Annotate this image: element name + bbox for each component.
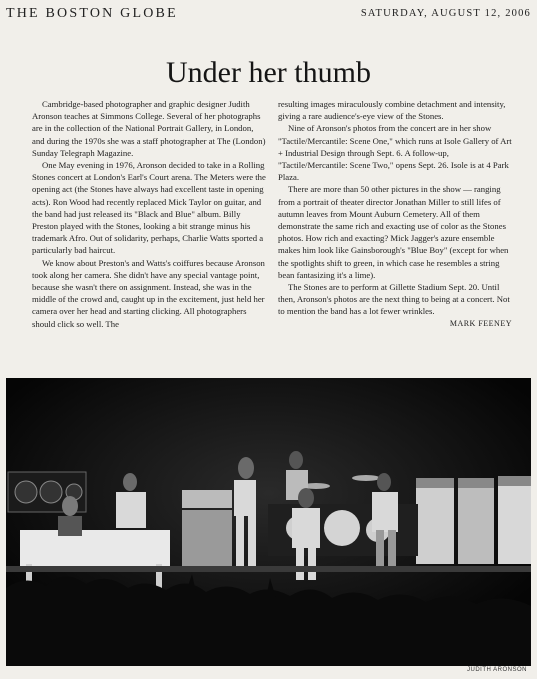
newspaper-name: THE BOSTON GLOBE (6, 6, 178, 21)
article-column-left (32, 98, 266, 330)
article-column-right (278, 98, 512, 330)
concert-photo (6, 378, 531, 666)
article-paragraph: One May evening in 1976, Aronson decided to take in a Rolling Stones concert at London's Earl's Court arena. The Meters were the opening act (the Stones have always had excellent taste in opening acts). Ron Wood had recently replaced Mick Taylor on guitar, and the band had just released its "Black and Blue" album. Billy Preston played with the Stones, looking a bit strange minus his trademark Afro. Out of solidarity, perhaps, Charlie Watts sported a particularly bad haircut. (32, 160, 266, 256)
author-byline: MARK FEENEY (449, 318, 512, 328)
masthead (0, 0, 537, 30)
concert-stage-illustration (6, 378, 531, 666)
article-paragraph: Cambridge-based photographer and graphic designer Judith Aronson teaches at Simmons College. Several of her photographs are in the collection of the National Portrait Gallery, in London, and during the 1970s she was a staff photographer at The (London) Sunday Telegraph Magazine. (32, 99, 266, 158)
article-paragraph: We know about Preston's and Watts's coiffures because Aronson took along her camera. She didn't have any special vantage point, because she wasn't there on assignment. Instead, she was in the middle of the crowd and, caught up in the excitement, just held her camera over her head and starting clicking. All photographers should click so well. The (32, 257, 265, 329)
article-paragraph: Nine of Aronson's photos from the concert are in her show "Tactile/Mercantile: Scene One," which runs at Isole Gallery of Art + Industrial Design through Sept. 6. A follow-up, "Tactile/Mercantile: Scene Two," opens Sept. 26. Isole is at 4 Park Plaza. (278, 123, 512, 183)
issue-date: SATURDAY, AUGUST 12, 2006 (360, 8, 531, 19)
article-headline: Under her thumb (166, 56, 371, 89)
article-paragraph: There are more than 50 other pictures in the show — ranging from a portrait of theater director Jonathan Miller to still lifes of autumn leaves from Mount Auburn Cemetery. All of them demonstrate the same rich and exacting use of color as the Stones photos. How rich and exacting? Mick Jagger's azure ensemble makes him look like Gainsborough's "Blue Boy" (except for when the spotlights shift to green, in which case he resembles a string bean fantasizing it's a lime). (278, 184, 509, 280)
article-paragraph: The Stones are to perform at Gillette Stadium Sept. 20. Until then, Aronson's photos are the next thing to being at a concert. Not to mention the band has a lot fewer wrinkles. (278, 282, 510, 317)
photo-credit: JUDITH ARONSON (466, 667, 527, 673)
article-paragraph-continued: resulting images miraculously combine detachment and intensity, giving a rare audience's-eye view of the Stones. (278, 99, 506, 122)
